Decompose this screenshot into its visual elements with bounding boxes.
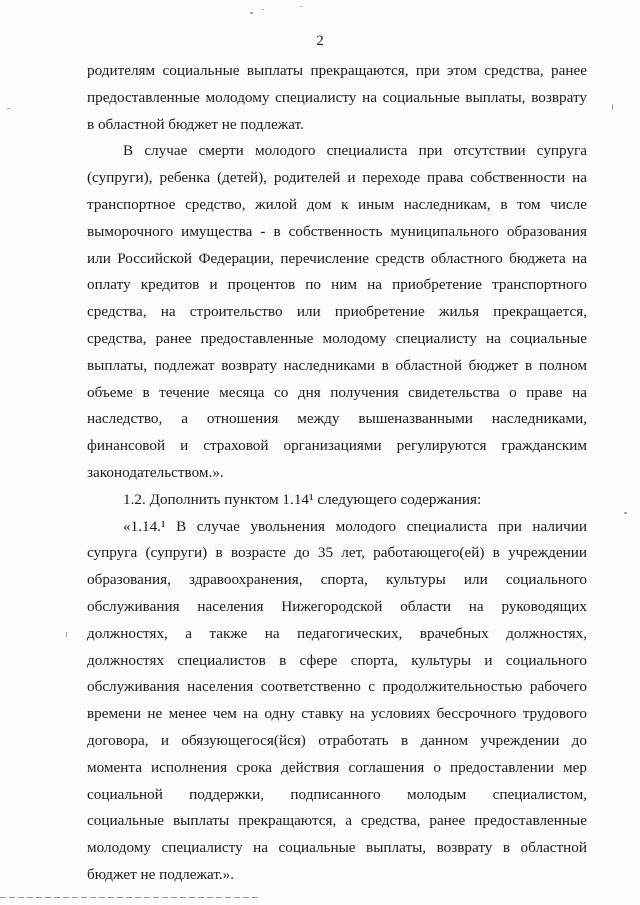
text-line: обслуживания населения соответственно с продолжительностью рабочего: [87, 678, 587, 696]
text-line: средства, на строительство или приобретение жилья прекращается,: [87, 303, 587, 321]
text-line: молодому специалисту на социальные выплаты, возврату в областной: [87, 839, 587, 857]
scan-speck: [250, 12, 253, 14]
scan-speck: [300, 6, 302, 7]
scan-speck: [612, 104, 613, 110]
text-line: оплату кредитов и процентов по ним на приобретение транспортного: [87, 276, 587, 294]
text-line: «1.14.¹ В случае увольнения молодого специалиста при наличии: [123, 517, 587, 535]
text-line: момента исполнения срока действия соглашения о предоставлении мер: [87, 758, 587, 776]
paragraph-amendment-heading: [87, 487, 587, 514]
text-line: средства, ранее предоставленные молодому специалисту на социальные: [87, 329, 587, 347]
text-line: должностях специалистов в сфере спорта, культуры и социального: [87, 651, 587, 669]
scan-speck: [66, 632, 67, 637]
scan-speck: [7, 108, 10, 109]
text-line: законодательством.».: [87, 463, 224, 481]
scan-edge-line: [0, 897, 260, 898]
text-line: бюджет не подлежат.».: [87, 865, 235, 883]
text-line: образования, здравоохранения, спорта, культуры или социального: [87, 571, 587, 589]
text-line: супруга (супруги) в возрасте до 35 лет, работающего(ей) в учреждении: [87, 544, 587, 562]
paragraph-death-case: [87, 138, 587, 486]
text-line: обслуживания населения Нижегородской области на руководящих: [87, 597, 587, 615]
page-number: 2: [316, 33, 324, 49]
text-line: наследство, а отношения между вышеназванными наследниками,: [87, 410, 587, 428]
paragraph-continuation: [87, 58, 587, 138]
paragraph-clause-1-14-1: [87, 514, 587, 889]
text-line: договора, и обязующегося(йся) отработать в данном учреждении до: [87, 731, 587, 749]
text-line: финансовой и страховой организациями регулируются гражданским: [87, 437, 587, 455]
text-line: социальной поддержки, подписанного молодым специалистом,: [87, 785, 587, 803]
text-line: (супруги), ребенка (детей), родителей и переходе права собственности на: [87, 169, 587, 187]
text-line: транспортное средство, жилой дом к иным наследникам, в том числе: [87, 195, 587, 213]
text-line: родителям социальные выплаты прекращаются, при этом средства, ранее: [87, 62, 587, 79]
text-line: В случае смерти молодого специалиста при отсутствии супруга: [123, 142, 587, 160]
scan-speck: [624, 512, 627, 514]
text-line: 1.2. Дополнить пунктом 1.14¹ следующего содержания:: [123, 490, 482, 508]
text-line: времени не менее чем на одну ставку на условиях бессрочного трудового: [87, 705, 587, 723]
text-line: предоставленные молодому специалисту на социальные выплаты, возврату: [87, 88, 587, 106]
scan-speck: [262, 9, 264, 10]
text-line: или Российской Федерации, перечисление средств областного бюджета на: [87, 249, 587, 267]
text-line: социальные выплаты прекращаются, а средства, ранее предоставленные: [87, 812, 587, 830]
text-line: в областной бюджет не подлежат.: [87, 115, 304, 133]
text-line: должностях, а также на педагогических, врачебных должностях,: [87, 624, 587, 642]
text-line: выморочного имущества - в собственность муниципального образования: [87, 222, 587, 240]
text-line: выплаты, подлежат возврату наследниками в областной бюджет в полном: [87, 356, 587, 374]
document-body: [87, 58, 587, 889]
text-line: объеме в течение месяца со дня получения свидетельства о праве на: [87, 383, 587, 401]
